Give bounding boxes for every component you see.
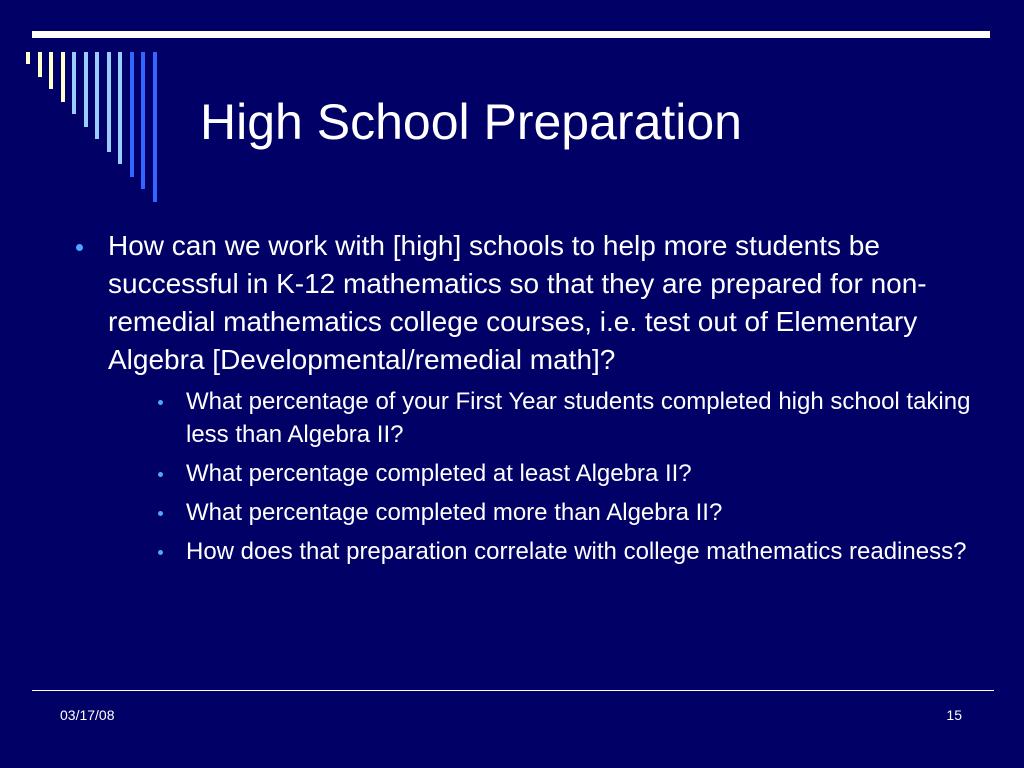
decor-bar — [72, 52, 76, 114]
bullet-dot-icon — [158, 400, 163, 405]
bullet-list — [72, 227, 992, 568]
footer-date: 03/17/08 — [60, 707, 115, 723]
sub-bullet-text: What percentage of your First Year students completed high school taking less than Algebra II? — [186, 388, 971, 448]
decor-bar — [84, 52, 88, 127]
sub-bullet-item — [152, 535, 992, 568]
decor-bar — [153, 52, 157, 202]
sub-bullet-item — [152, 457, 992, 490]
sub-bullet-item — [152, 385, 992, 451]
bullet-dot-icon — [158, 472, 163, 477]
decor-bar — [95, 52, 99, 139]
sub-bullet-item — [152, 496, 992, 529]
bullet-dot-icon — [158, 550, 163, 555]
decor-bar — [107, 52, 111, 152]
sub-bullet-text: What percentage completed more than Algebra II? — [186, 499, 723, 526]
decor-bar — [49, 52, 53, 89]
sub-bullet-text: What percentage completed at least Algebra II? — [186, 460, 692, 487]
slide-title: High School Preparation — [200, 94, 742, 150]
decor-bar — [118, 52, 122, 164]
footer-rule — [32, 690, 994, 691]
bullet-text: How can we work with [high] schools to help more students be successful in K-12 mathematics so that they are prepared for non-remedial mathematics college courses, i.e. test out of Elementary Algebra [Developmental/remedial math]? — [108, 230, 927, 375]
sub-bullet-text: How does that preparation correlate with college mathematics readiness? — [186, 538, 967, 565]
bullet-dot-icon — [76, 244, 83, 251]
bullet-dot-icon — [158, 511, 163, 516]
page-number: 15 — [946, 707, 962, 723]
decor-bar — [141, 52, 145, 189]
decor-bar — [38, 52, 42, 77]
decor-bar — [130, 52, 134, 177]
decor-bar — [26, 52, 30, 64]
bullet-item — [72, 227, 992, 379]
decor-bar — [61, 52, 65, 102]
decorative-bars — [0, 0, 180, 220]
